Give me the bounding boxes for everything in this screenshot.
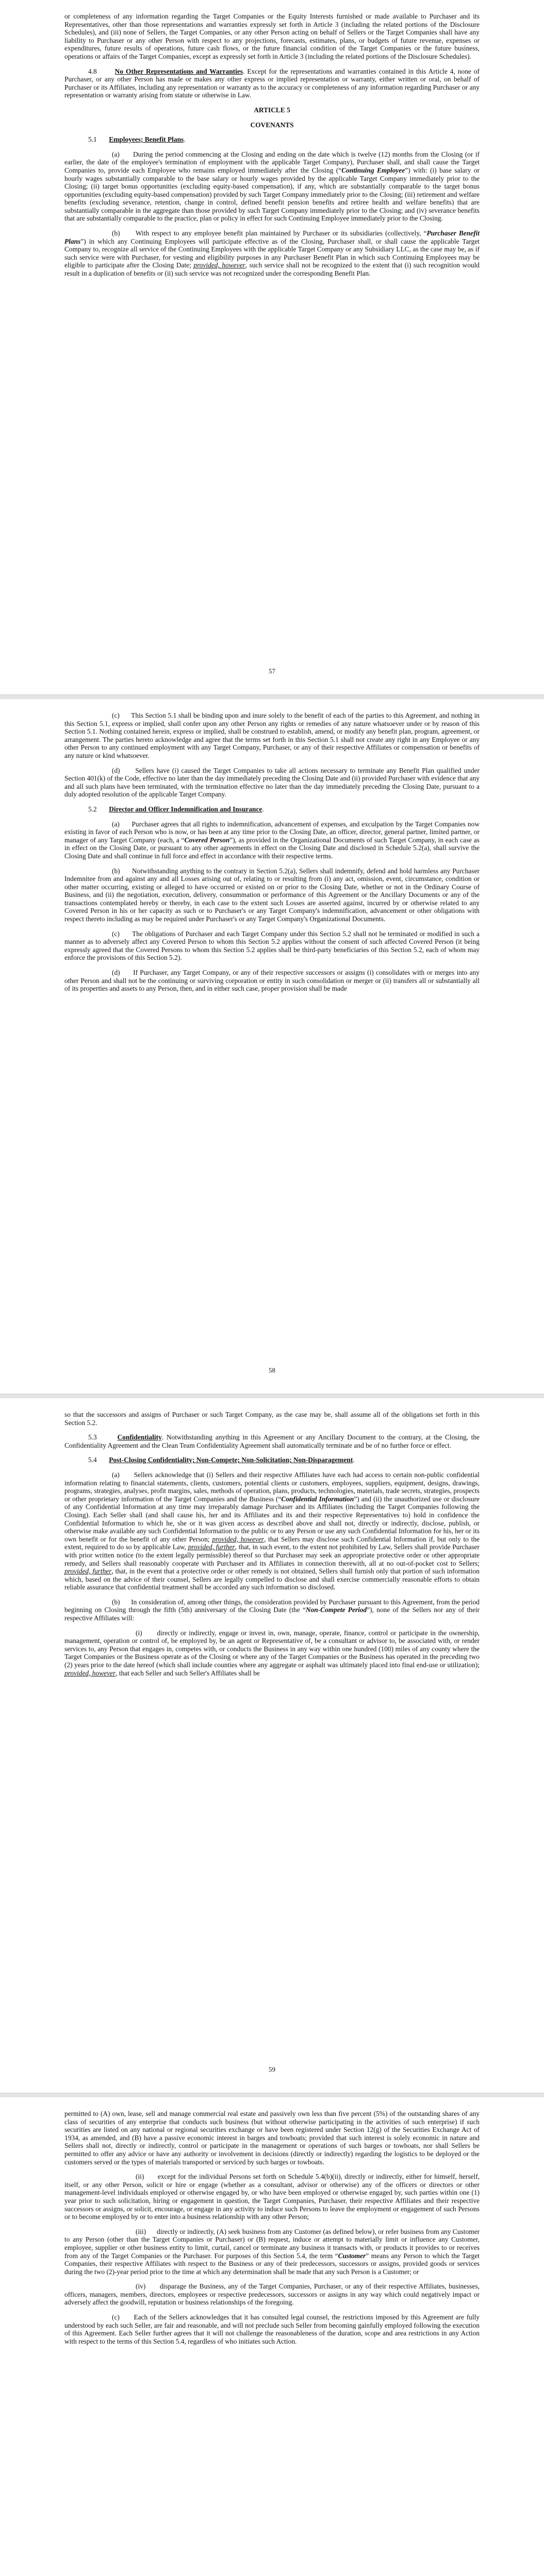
section-title: Confidentiality — [117, 1433, 162, 1442]
defined-term: Customer — [338, 2251, 366, 2260]
section-4-8 — [64, 67, 480, 99]
clause-text: ” means any Person to which the Target Companies, their respective Affiliates with respect to the Business or any of their predecessors, successors or assigns, provided goods or services during the two (2)-year period prior to the time at which any determination shall be made that any such Person is a Customer; or — [64, 2251, 480, 2276]
section-number: 5.1 — [88, 135, 97, 144]
clause-label: (b) — [112, 1598, 120, 1606]
paragraph-continuation: or completeness of any information regarding the Target Companies or the Equity Interests furnished or made available to Purchaser and its Representatives, other than those representations and warranties expressly set forth in Article 3 (including the related portions of the Disclosure Schedules), and (iii) none of Sellers, the Target Companies, or any other Person acting on behalf of Sellers or the Target Companies shall have any liability to Purchaser or any other Person with respect to any projections, forecasts, estimates, plans, or budgets of future revenue, expenses or expenditures, future results of operations, future cash flows, or the future financial condition of the Target Companies or the future business, operations or affairs of the Target Companies, except as expressly set forth in Article 3 (including the related portions of the Disclosure Schedules). — [64, 12, 480, 60]
clause-text: In consideration of, among other things, the consideration provided by Purchaser pursuant to this Agreement, from the period beginning on Closing through the fifth (5th) anniversary of the Closing Date (the “ — [64, 1598, 480, 1614]
defined-term: Purchaser Benefit Plans — [64, 229, 480, 245]
clause-label: (c) — [112, 2313, 120, 2321]
proviso: provided, further — [188, 1543, 235, 1551]
clause-text: directly or indirectly, engage or invest in, own, manage, operate, finance, control or participate in the ownership, management, operation or control of, be employed by, be an agent or Representative of, be a consultant or advisor to, be associated with, or render services to, any Person that engages in, competes with, or conducts the Business in any way within one hundred (100) miles of any county where the Target Companies or the Business operate as of the Closing or where any of the Target Companies or the Business has operated in the preceding two (2) years prior to the date hereof (which shall include counties where any aggregate or asphalt was ultimately placed into final end-use or utilization); — [64, 1629, 480, 1669]
article-heading: ARTICLE 5 — [254, 106, 290, 114]
defined-term: Continuing Employee — [341, 166, 405, 174]
page-number: 58 — [269, 1366, 275, 1374]
section-5-3 — [64, 1433, 480, 1449]
clause-text: ”), none of the Sellers nor any of their respective Affiliates will: — [64, 1606, 480, 1622]
clause-text: Notwithstanding anything to the contrary in Section 5.2(a), Sellers shall indemnify, defend and hold harmless any Purchaser Indemnitee from and against any and all Losses arising out of, relating to or resulting from (i) any act, omission, event, circumstance, condition or other matter occurring, existing or alleged to have occurred or existed on or prior to the Closing Date, whether or not in the Ordinary Course of Business, and (ii) the negotiation, execution, delivery, consummation or performance of this Agreement or the Ancillary Documents or any of the transactions contemplated hereby or thereby, in each case to the extent such Losses are asserted against, incurred by or otherwise related to any Covered Person in his or her capacity as such or to Purchaser's or any Target Company's indemnification, advancement or other obligations with respect thereto including as may be required under Purchaser's or any Target Company's Organizational Documents. — [64, 867, 480, 923]
clause-text: ”) with: (i) base salary or hourly wages substantially comparable to the base salary or hourly wages provided by the applicable Target Company immediately prior to the Closing; (ii) target bonus opportunities (excluding equity-based compensation), if any, which are substantially comparable to the target bonus opportunities (excluding equity-based compensation) provided by such Target Company immediately prior to the Closing; (iii) retirement and welfare benefits (excluding severance, retention, change in control, defined benefit pension benefits and retiree health and welfare benefits) that are substantially comparable in the aggregate than those provided by such Target Company immediately prior to the Closing; and (iv) severance benefits that are substantially comparable to the practice, plan or policy in effect for such Continuing Employee immediately prior to the Closing. — [64, 166, 480, 223]
section-text: . Notwithstanding anything in this Agreement or any Ancillary Document to the contrary, at the Closing, the Confidentiality Agreement and the Clean Team Confidentiality Agreement shall automatically terminate and be of no further force or effect. — [64, 1433, 480, 1449]
section-title: Director and Officer Indemnification and Insurance — [109, 805, 262, 813]
subclause-5-4-b-iii — [64, 2228, 480, 2276]
clause-5-1-a — [64, 150, 480, 223]
section-number: 5.3 — [88, 1433, 97, 1442]
clause-text: ”), as provided in the Organizational Documents of such Target Company, in each case as in effect on the Closing Date, or pursuant to any other agreements in effect on the Closing Date and disclosed in Schedule 5.2(a), shall survive the Closing Date and shall continue in full force and effect in accordance with their respective terms. — [64, 836, 480, 860]
clause-label: (iv) — [136, 2282, 146, 2291]
page-number: 59 — [269, 2065, 275, 2073]
page-58 — [0, 699, 544, 1394]
section-number: 5.4 — [88, 1456, 97, 1464]
clause-5-4-a — [64, 1471, 480, 1591]
clause-label: (a) — [112, 150, 120, 158]
section-5-4-heading: 5.4 Post-Closing Confidentiality; Non-Compete; Non-Solicitation; Non-Disparagement. — [88, 1456, 355, 1464]
defined-term: Non-Compete Period — [305, 1606, 367, 1614]
paragraph-continuation: so that the successors and assigns of Purchaser or such Target Company, as the case may be, shall assume all of the obligations set forth in this Section 5.2. — [64, 1411, 480, 1427]
clause-text: With respect to any employee benefit plan maintained by Purchaser or its subsidiaries (collectively, “ — [135, 229, 427, 238]
clause-5-2-a — [64, 820, 480, 860]
clause-text: disparage the Business, any of the Target Companies, Purchaser, or any of their respective Affiliates, businesses, officers, managers, members, directors, employees or respective predecessors, successors or assigns in any way which could negatively impact or adversely affect the goodwill, reputation or business relationships of the foregoing. — [64, 2282, 480, 2307]
clause-label: (iii) — [136, 2227, 146, 2235]
clause-5-2-d — [64, 969, 480, 993]
clause-text: , that, in such event, to the extent not prohibited by Law, Sellers shall provide Purchaser with prior written notice (to the extent legally permissible) thereof so that Purchaser may seek an appropriate protective order or other appropriate remedy, and Sellers shall reasonably cooperate with Purchaser and its Affiliates in connection therewith, all at no out-of-pocket cost to Sellers; — [64, 1543, 480, 1567]
clause-text: Sellers acknowledge that (i) Sellers and their respective Affiliates have each had access to certain non-public confidential information relating to financial statements, clients, customers, potential clients or customers, employees, suppliers, equipment, designs, drawings, programs, strategies, analyses, profit margins, sales, methods of operation, plans, products, technologies, materials, trade secrets, strategies, prospects or other proprietary information of the Target Companies and the Business (“ — [64, 1470, 480, 1503]
clause-5-4-c — [64, 2313, 480, 2345]
page-number: 57 — [269, 667, 275, 675]
clause-text: directly or indirectly, (A) seek business from any Customer (as defined below), or refer business from any Customer to any Person (other than the Target Companies or Purchaser) or (B) request, induce or attempt to materially limit or influence any Customer, employee, supplier or other business entity to limit, curtail, cancel or terminate any business it transacts with, or products it provides to or receives from any of the Target Companies or the Purchaser. For purposes of this Section 5.4, the term “ — [64, 2227, 480, 2260]
clause-label: (b) — [112, 867, 120, 875]
proviso: provided, however — [212, 1535, 265, 1543]
subclause-5-4-b-i — [64, 1629, 480, 1677]
clause-text: If Purchaser, any Target Company, or any of their respective successors or assigns (i) consolidates with or merges into any other Person and shall not be the continuing or surviving corporation or entity in such consolidation or merger or (ii) transfers all or substantially all of its properties and assets to any Person, then, and in either such case, proper provision shall be made — [64, 969, 480, 993]
clause-5-4-b — [64, 1598, 480, 1622]
section-5-2-heading: 5.2 Director and Officer Indemnification and Insurance. — [88, 805, 264, 813]
clause-text: , such service shall not be recognized to the extent that (i) such recognition would result in a duplication of benefits or (ii) such service was not recognized under the corresponding Benefit Plan. — [64, 261, 480, 278]
page-57 — [0, 0, 544, 694]
proviso: provided, however — [64, 1669, 116, 1677]
clause-label: (a) — [112, 820, 120, 828]
section-title: No Other Representations and Warranties — [114, 67, 243, 75]
clause-5-2-b — [64, 867, 480, 923]
clause-text: , that Sellers may disclose such Confidential Information if, but only to the extent, required to do so by applicable Law, — [64, 1535, 480, 1551]
clause-text: During the period commencing at the Closing and ending on the date which is twelve (12) months from the Closing (or if earlier, the date of the employee's termination of employment with the applicable Target Company), Purchaser shall, and shall cause the Target Companies to, provide each Employee who remains employed immediately after the Closing (“ — [64, 150, 480, 174]
clause-label: (a) — [112, 1470, 120, 1479]
clause-text: , that, in the event that a protective order or other remedy is not obtained, Sellers shall furnish only that portion of such information which, based on the advice of their counsel, Sellers are legally compelled to disclose and shall exercise commercially reasonable efforts to obtain reliable assurance that confidential treatment shall be accorded any such information so disclosed. — [64, 1567, 480, 1591]
section-5-1-heading: 5.1 Employees; Benefit Plans. — [88, 135, 186, 144]
page-59 — [0, 1398, 544, 2093]
proviso: provided, further — [64, 1567, 112, 1575]
clause-label: (c) — [112, 929, 120, 938]
clause-label: (i) — [136, 1629, 142, 1637]
subclause-5-4-b-ii — [64, 2173, 480, 2221]
section-title: Employees; Benefit Plans — [109, 135, 184, 144]
clause-label: (ii) — [136, 2173, 144, 2181]
subclause-5-4-b-iv — [64, 2282, 480, 2307]
clause-label: (c) — [112, 711, 120, 719]
paragraph-continuation: permitted to (A) own, lease, sell and manage commercial real estate and passively own less than five percent (5%) of the outstanding shares of any class of securities of any enterprise that conducts such business (but without otherwise participating in the activities of such enterprise) if such securities are listed on any national or regional securities exchange or have been registered under Section 12(g) of the Securities Exchange Act of 1934, as amended, and (B) have a passive economic interest in barges and towboats; provided that such interest is solely economic in nature and Sellers shall not, directly or indirectly, control or participate in the management or operations of such barges or towboats, nor shall Sellers be permitted to offer any advice or have any authority or involvement in decisions (directly or indirectly) regarding the logistics to be deployed or the customers served or the types of materials transported or serviced by such barges or towboats. — [64, 2110, 480, 2166]
clause-text: ”) in which any Continuing Employees will participate effective as of the Closing, Purchaser shall, or shall cause the applicable Target Company to, recognize all service of the Continuing Employees with the applicable Target Company or any Subsidiary LLC, as the case may be, as if such service were with Purchaser, for vesting and eligibility purposes in any Purchaser Benefit Plan in which such Continuing Employees may be eligible to participate after the Closing Date; — [64, 237, 480, 269]
section-title: Post-Closing Confidentiality; Non-Compete; Non-Solicitation; Non-Disparagement — [109, 1456, 353, 1464]
clause-text: Sellers have (i) caused the Target Companies to take all actions necessary to terminate any Benefit Plan qualified under Section 401(k) of the Code, effective no later than the day immediately preceding the Closing Date and (ii) provided Purchaser with evidence that any and all such plans have been terminated, with the termination effective no later than the day immediately preceding the Closing Date, pursuant to a duly adopted resolution of the applicable Target Company. — [64, 766, 480, 799]
defined-term: Covered Person — [184, 836, 230, 844]
clause-5-1-b — [64, 229, 480, 278]
clause-5-1-d — [64, 767, 480, 799]
clause-label: (b) — [112, 229, 120, 238]
clause-text: , that each Seller and such Seller's Affiliates shall be — [116, 1669, 260, 1677]
section-text: . Except for the representations and warranties contained in this Article 4, none of Purchaser, or any other Person has made or makes any other express or implied representation or warranty, either written or oral, on behalf of Purchaser or its Affiliates, including any representation or warranty as to the accuracy or completeness of any information regarding Purchaser or any representation or warranty arising from statute or otherwise in Law. — [64, 67, 480, 99]
section-number: 4.8 — [88, 67, 97, 75]
clause-label: (d) — [112, 766, 120, 774]
defined-term: Confidential Information — [281, 1495, 354, 1503]
clause-text: Purchaser agrees that all rights to indemnification, advancement of expenses, and exculpation by the Target Companies now existing in favor of each Person who is now, or has been at any time prior to the Closing Date, an officer, director, general partner, limited partner, or manager of any Target Company (each, a “ — [64, 820, 480, 844]
clause-text: This Section 5.1 shall be binding upon and inure solely to the benefit of each of the parties to this Agreement, and nothing in this Section 5.1, express or implied, shall confer upon any other Person any rights or remedies of any nature whatsoever under or by reason of this Section 5.1. Nothing contained herein, express or implied, shall be construed to establish, amend, or modify any benefit plan, program, agreement, or arrangement. The parties hereto acknowledge and agree that the terms set forth in this Section 5.1 shall not create any right in any Employee or any other Person to any continued employment with any Target Company, Purchaser, or any of their respective Affiliates or compensation or benefits of any nature or kind whatsoever. — [64, 711, 480, 759]
clause-5-2-c — [64, 930, 480, 962]
section-number: 5.2 — [88, 805, 97, 813]
clause-text: except for the individual Persons set forth on Schedule 5.4(b)(ii), directly or indirectly, either for himself, herself, itself, or any other Person, solicit or hire or engage (whether as a consultant, advisor or otherwise) any of the officers or directors or other management-level individuals employed or otherwise engaged by, or who have been employed or otherwise engaged by, such parties within one (1) year prior to such solicitation, hiring or engagement in question, the Target Companies, Purchaser, their respective Affiliates and their respective successors or assigns, or solicit, encourage, or engage in any activity to induce such Persons to leave the employment or engagement of such Persons or to become employed by or to enter into a business relationship with any other Person; — [64, 2173, 480, 2221]
clause-text: Each of the Sellers acknowledges that it has consulted legal counsel, the restrictions imposed by this Agreement are fully understood by each such Seller, are fair and reasonable, and will not preclude such Seller from becoming gainfully employed following the execution of this Agreement. Each Seller further agrees that it will not challenge the reasonableness of the duration, scope and area restrictions in any Action with respect to the terms of this Section 5.4, regardless of who initiates such Action. — [64, 2313, 480, 2345]
clause-text: The obligations of Purchaser and each Target Company under this Section 5.2 shall not be terminated or modified in such a manner as to adversely affect any Covered Person to whom this Section 5.2 applies without the consent of such affected Covered Person (it being expressly agreed that the Covered Persons to whom this Section 5.2 applies shall be third-party beneficiaries of this Section 5.2, each of whom may enforce the provisions of this Section 5.2). — [64, 929, 480, 962]
clause-5-1-c — [64, 711, 480, 760]
clause-label: (d) — [112, 969, 120, 977]
page-60 — [0, 2097, 544, 2576]
clause-text: ”) and (ii) the unauthorized use or disclosure of any Confidential Information at any time may irreparably damage Purchaser and its Affiliates (including the Target Companies following the Closing). Each Seller shall (and shall cause his, her and its Affiliates and its and their respective Representatives to) hold in confidence the Confidential Information to which he, she or it was given access as described above and shall not, directly or indirectly, disclose, publish, or otherwise make available any such Confidential Information to the public or to any Person or use any such Confidential Information for his, her or its own benefit or for the benefit of any other Person; — [64, 1495, 480, 1543]
proviso: provided, however — [193, 261, 245, 269]
article-title: COVENANTS — [250, 121, 294, 129]
